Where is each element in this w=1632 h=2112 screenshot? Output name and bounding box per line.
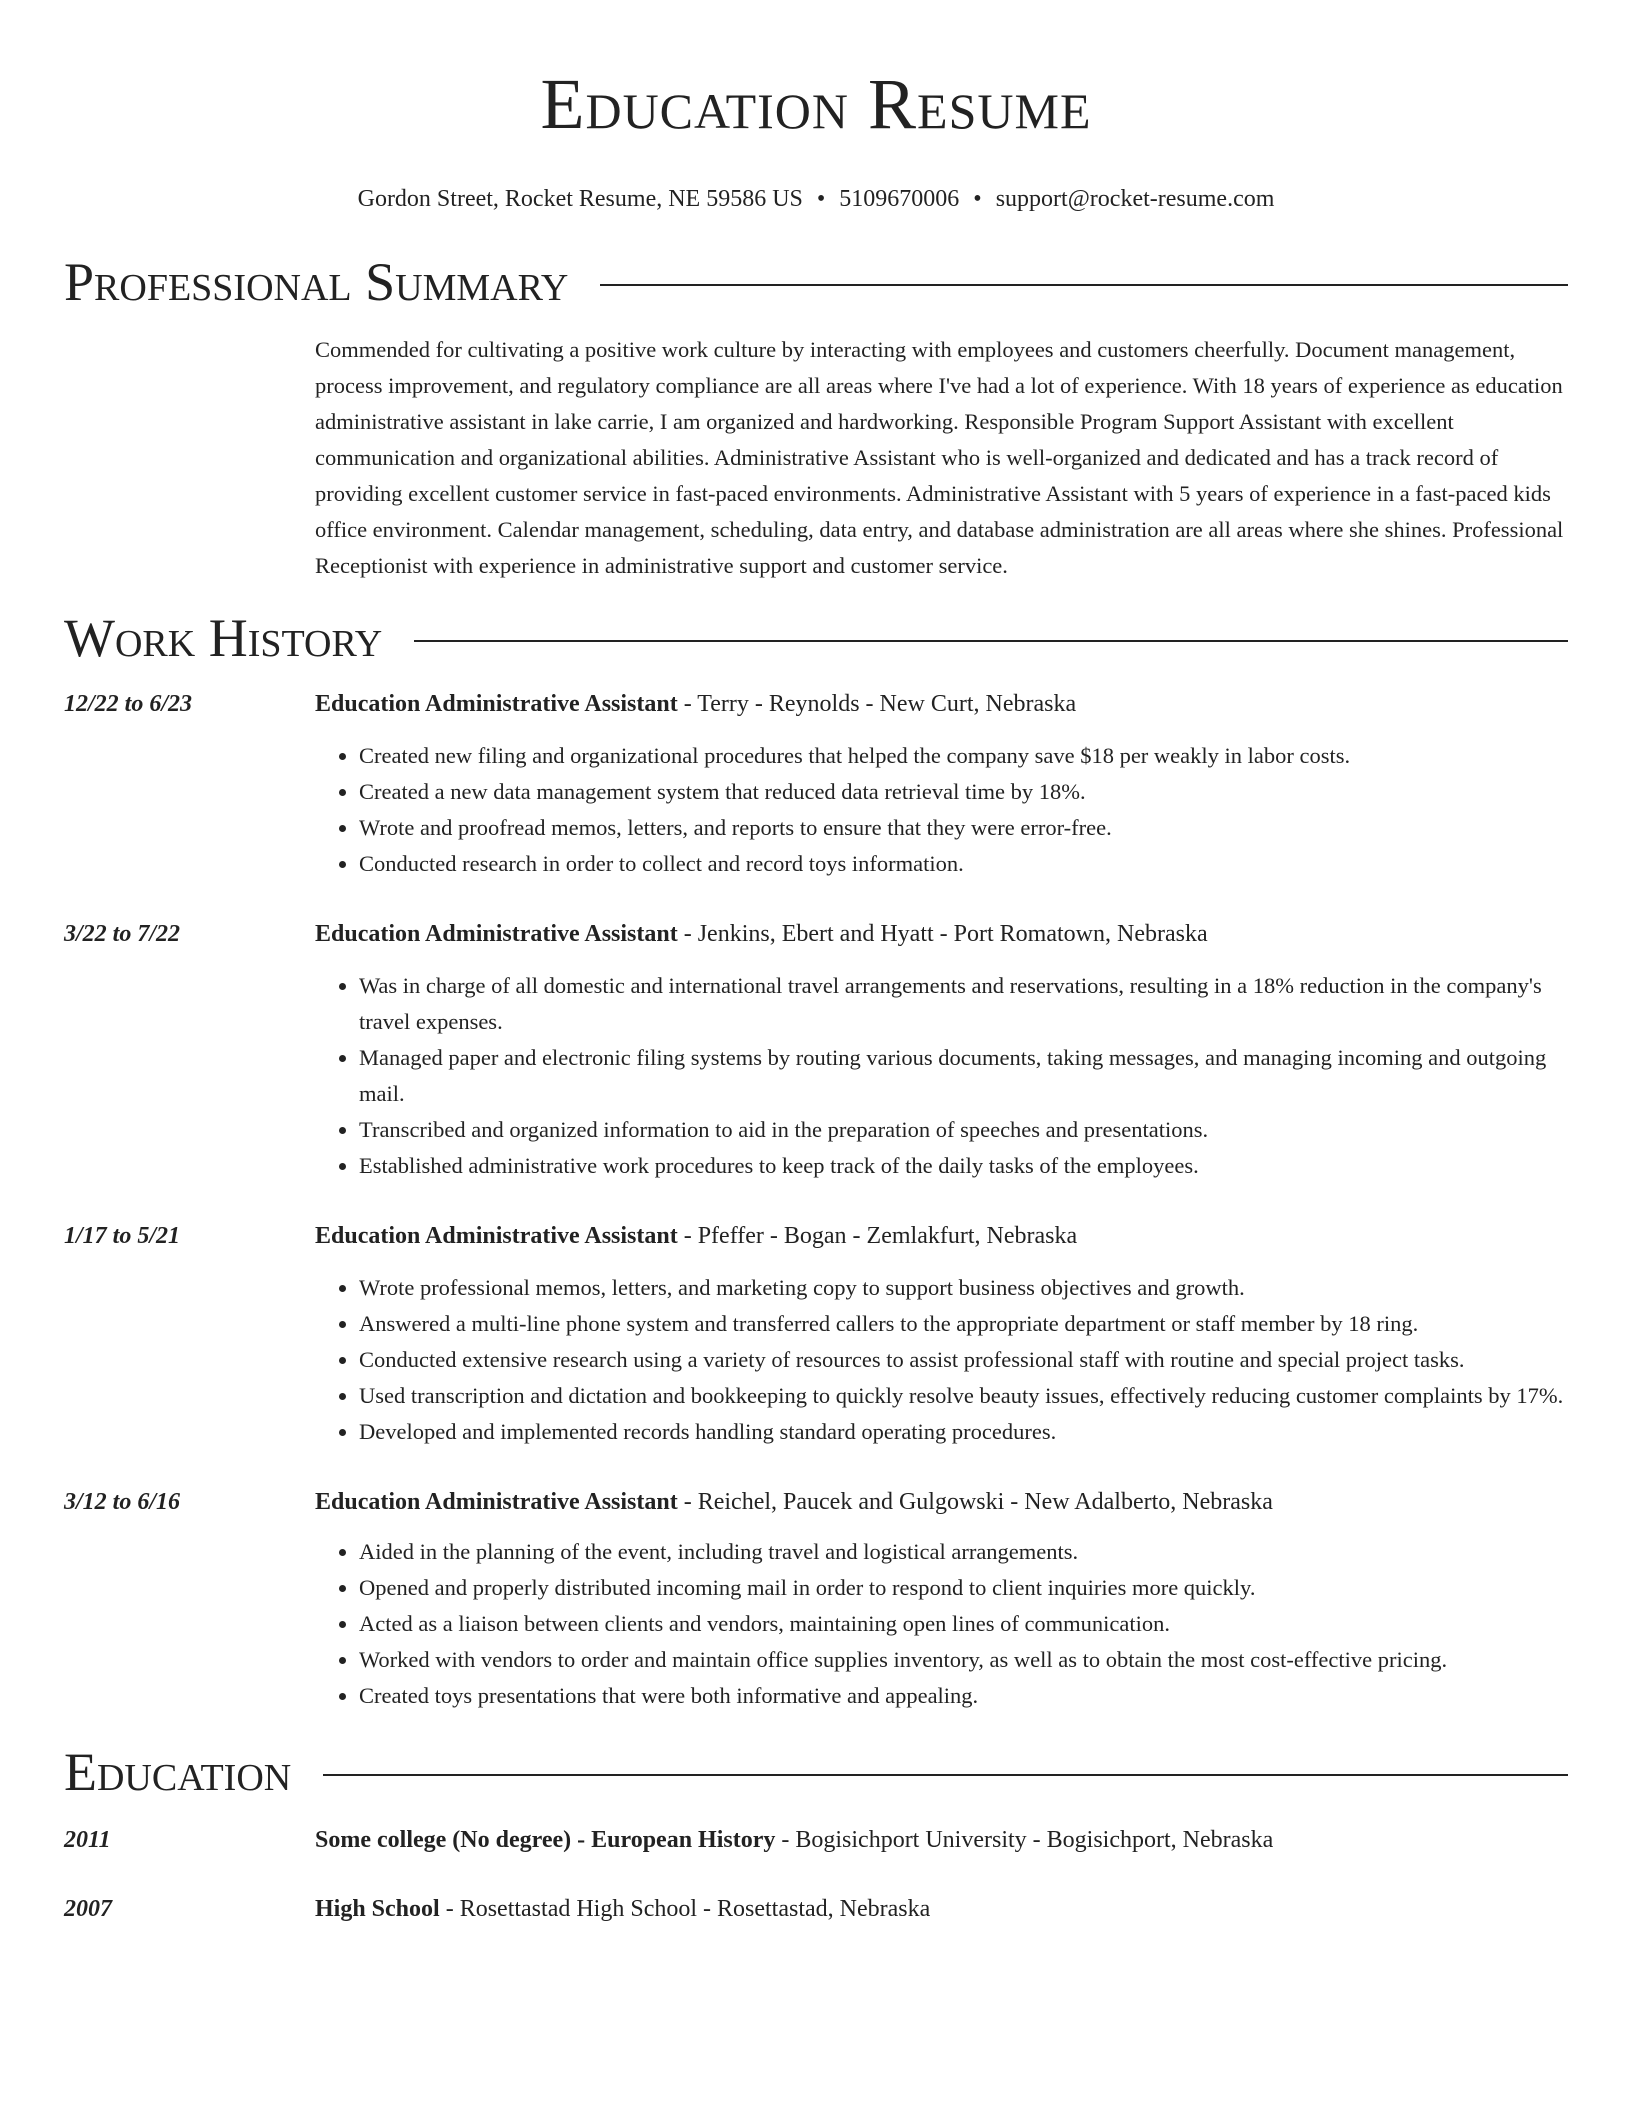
work-section-heading: [64, 606, 1568, 670]
education-header: [315, 1891, 1568, 1927]
job-bullet: • Acted as a liaison between clients and vendors, maintaining open lines of communication.: [359, 1606, 1568, 1642]
contact-email[interactable]: support@rocket-resume.com: [995, 186, 1275, 212]
job-dates: 12/22 to 6/23: [64, 691, 193, 717]
education-entry: [64, 1891, 1568, 1927]
summary-heading-text: Professional Summary: [64, 252, 569, 312]
job-bullet: • Answered a multi-line phone system and transferred callers to the appropriate department or staff member by 18 ring.: [359, 1306, 1568, 1342]
job-title: Education Administrative Assistant: [315, 1489, 678, 1515]
job-bullet: • Aided in the planning of the event, including travel and logistical arrangements.: [359, 1534, 1568, 1570]
job-bullet: • Conducted research in order to collect and record toys information.: [359, 846, 1568, 882]
summary-text: Commended for cultivating a positive work culture by interacting with employees and customers cheerfully. Document management, process improvement, and regulatory compliance are all areas where I've had a lot of experience. With 18 years of experience as education administrative assistant in lake carrie, I am organized and hardworking. Responsible Program Support Assistant with excellent communication and organizational abilities. Administrative Assistant who is well-organized and dedicated and has a track record of providing excellent customer service in fast-paced environments. Administrative Assistant with 5 years of experience in a fast-paced kids office environment. Calendar management, scheduling, data entry, and database administration are all areas where she shines. Professional Receptionist with experience in administrative support and customer service.: [315, 337, 1564, 578]
resume-title: Education Resume: [540, 64, 1092, 144]
job-entry: [64, 916, 1568, 1184]
education-header: [315, 1822, 1568, 1858]
job-bullet: • Managed paper and electronic filing systems by routing various documents, taking messages, and managing incoming and outgoing mail.: [359, 1040, 1568, 1112]
contact-phone: 5109670006: [839, 186, 960, 212]
education-entry: [64, 1822, 1568, 1858]
job-header: [315, 686, 1568, 722]
contact-separator: •: [816, 186, 826, 212]
job-bullet: • Created new filing and organizational procedures that helped the company save $18 per weakly in labor costs.: [359, 738, 1568, 774]
job-bullet: • Transcribed and organized information to aid in the preparation of speeches and presentations.: [359, 1112, 1568, 1148]
work-heading-text: Work History: [64, 608, 383, 668]
education-degree: Some college (No degree) - European History: [315, 1827, 776, 1853]
job-bullet: • Wrote professional memos, letters, and marketing copy to support business objectives and growth.: [359, 1270, 1568, 1306]
education-details: - Bogisichport University - Bogisichport, Nebraska: [775, 1827, 1274, 1853]
job-bullet: • Opened and properly distributed incoming mail in order to respond to client inquiries more quickly.: [359, 1570, 1568, 1606]
job-details: - Reichel, Paucek and Gulgowski - New Adalberto, Nebraska: [677, 1489, 1273, 1515]
job-header: [315, 1218, 1568, 1254]
job-details: - Terry - Reynolds - New Curt, Nebraska: [677, 691, 1077, 717]
summary-section-heading: [64, 250, 1568, 314]
section-divider: [600, 284, 1568, 286]
job-bullet: • Created toys presentations that were both informative and appealing.: [359, 1678, 1568, 1714]
job-bullet: • Created a new data management system that reduced data retrieval time by 18%.: [359, 774, 1568, 810]
job-entry: [64, 1218, 1568, 1450]
job-bullets: [315, 1270, 1568, 1450]
job-bullet: • Conducted extensive research using a variety of resources to assist professional staff with routine and special project tasks.: [359, 1342, 1568, 1378]
job-dates: 3/12 to 6/16: [64, 1489, 181, 1515]
education-degree: High School: [315, 1896, 440, 1922]
education-heading-text: Education: [64, 1742, 292, 1802]
job-bullet: • Used transcription and dictation and bookkeeping to quickly resolve beauty issues, effectively reducing customer complaints by 17%.: [359, 1378, 1568, 1414]
education-year: 2011: [64, 1827, 111, 1853]
job-bullet: • Wrote and proofread memos, letters, and reports to ensure that they were error-free.: [359, 810, 1568, 846]
education-section-heading: [64, 1740, 1568, 1804]
contact-separator: •: [973, 186, 982, 212]
job-entry: [64, 1484, 1568, 1714]
job-title: Education Administrative Assistant: [315, 1223, 678, 1249]
job-title: Education Administrative Assistant: [315, 691, 678, 717]
job-bullet: • Developed and implemented records handling standard operating procedures.: [359, 1414, 1568, 1450]
education-details: - Rosettastad High School - Rosettastad, Nebraska: [439, 1896, 931, 1922]
job-details: - Jenkins, Ebert and Hyatt - Port Romatown, Nebraska: [677, 921, 1208, 947]
job-bullets: [315, 1534, 1568, 1714]
education-year: 2007: [64, 1896, 112, 1922]
section-divider: [414, 640, 1568, 642]
job-bullet: • Worked with vendors to order and maintain office supplies inventory, as well as to obtain the most cost-effective pricing.: [359, 1642, 1568, 1678]
job-dates: 3/22 to 7/22: [64, 921, 181, 947]
job-dates: 1/17 to 5/21: [64, 1223, 181, 1249]
job-title: Education Administrative Assistant: [315, 921, 678, 947]
job-details: - Pfeffer - Bogan - Zemlakfurt, Nebraska: [677, 1223, 1078, 1249]
job-bullets: [315, 738, 1568, 882]
job-bullet: • Established administrative work procedures to keep track of the daily tasks of the employees.: [359, 1148, 1568, 1184]
section-divider: [323, 1774, 1568, 1776]
job-header: [315, 916, 1568, 952]
contact-address: Gordon Street, Rocket Resume, NE 59586 US: [357, 186, 803, 212]
job-bullet: • Was in charge of all domestic and international travel arrangements and reservations, resulting in a 18% reduction in the company's travel expenses.: [359, 968, 1568, 1040]
job-header: [315, 1484, 1568, 1520]
job-entry: [64, 686, 1568, 882]
contact-line: [64, 184, 1568, 214]
job-bullets: [315, 968, 1568, 1184]
resume-page: [64, 0, 1568, 1927]
